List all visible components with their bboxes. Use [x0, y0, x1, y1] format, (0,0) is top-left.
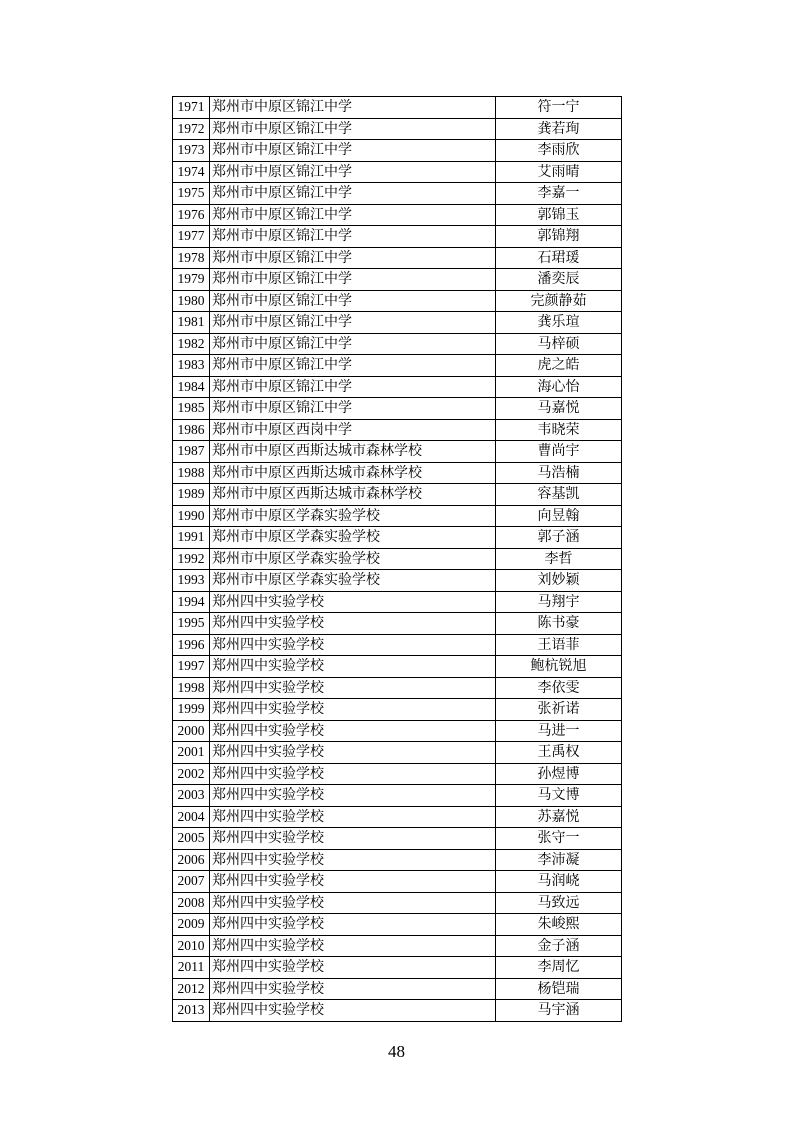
school-name: 郑州四中实验学校 — [210, 720, 496, 742]
row-number: 1979 — [173, 269, 210, 291]
school-name: 郑州市中原区锦江中学 — [210, 333, 496, 355]
row-number: 1974 — [173, 161, 210, 183]
table-row — [173, 742, 622, 764]
student-name: 李周忆 — [496, 957, 622, 979]
school-name: 郑州市中原区学森实验学校 — [210, 527, 496, 549]
student-name: 虎之皓 — [496, 355, 622, 377]
table-row — [173, 290, 622, 312]
school-name: 郑州四中实验学校 — [210, 699, 496, 721]
row-number: 1995 — [173, 613, 210, 635]
row-number: 1976 — [173, 204, 210, 226]
table-row — [173, 1000, 622, 1022]
student-name: 张祈诺 — [496, 699, 622, 721]
school-name: 郑州四中实验学校 — [210, 871, 496, 893]
row-number: 2009 — [173, 914, 210, 936]
school-name: 郑州市中原区锦江中学 — [210, 226, 496, 248]
table-row — [173, 333, 622, 355]
school-name: 郑州四中实验学校 — [210, 763, 496, 785]
row-number: 1994 — [173, 591, 210, 613]
school-name: 郑州市中原区锦江中学 — [210, 161, 496, 183]
student-name: 马浩楠 — [496, 462, 622, 484]
table-row — [173, 871, 622, 893]
row-number: 2002 — [173, 763, 210, 785]
student-name: 龚乐瑄 — [496, 312, 622, 334]
table-row — [173, 828, 622, 850]
table-row — [173, 441, 622, 463]
row-number: 1986 — [173, 419, 210, 441]
table-row — [173, 161, 622, 183]
row-number: 2006 — [173, 849, 210, 871]
student-name: 马进一 — [496, 720, 622, 742]
student-name: 艾雨晴 — [496, 161, 622, 183]
table-row — [173, 806, 622, 828]
row-number: 1988 — [173, 462, 210, 484]
table-row — [173, 140, 622, 162]
student-name: 郭锦玉 — [496, 204, 622, 226]
row-number: 2011 — [173, 957, 210, 979]
student-name: 马致远 — [496, 892, 622, 914]
school-name: 郑州市中原区西岗中学 — [210, 419, 496, 441]
school-name: 郑州四中实验学校 — [210, 613, 496, 635]
student-name: 容基凯 — [496, 484, 622, 506]
school-name: 郑州四中实验学校 — [210, 828, 496, 850]
student-name: 曹尚宇 — [496, 441, 622, 463]
row-number: 2013 — [173, 1000, 210, 1022]
row-number: 1991 — [173, 527, 210, 549]
table-row — [173, 484, 622, 506]
row-number: 1972 — [173, 118, 210, 140]
table-row — [173, 935, 622, 957]
school-name: 郑州市中原区学森实验学校 — [210, 570, 496, 592]
roster-body — [173, 97, 622, 1022]
school-name: 郑州市中原区锦江中学 — [210, 290, 496, 312]
school-name: 郑州市中原区西斯达城市森林学校 — [210, 484, 496, 506]
table-row — [173, 677, 622, 699]
student-name: 杨铠瑞 — [496, 978, 622, 1000]
student-name: 海心怡 — [496, 376, 622, 398]
table-row — [173, 247, 622, 269]
table-row — [173, 570, 622, 592]
table-row — [173, 763, 622, 785]
table-row — [173, 204, 622, 226]
row-number: 1983 — [173, 355, 210, 377]
row-number: 2003 — [173, 785, 210, 807]
table-row — [173, 849, 622, 871]
school-name: 郑州市中原区锦江中学 — [210, 355, 496, 377]
table-row — [173, 634, 622, 656]
row-number: 2010 — [173, 935, 210, 957]
student-name: 马宇涵 — [496, 1000, 622, 1022]
row-number: 2012 — [173, 978, 210, 1000]
student-name: 李雨欣 — [496, 140, 622, 162]
student-name: 李沛凝 — [496, 849, 622, 871]
row-number: 2001 — [173, 742, 210, 764]
student-name: 鲍杭锐旭 — [496, 656, 622, 678]
table-row — [173, 97, 622, 119]
table-row — [173, 462, 622, 484]
row-number: 2000 — [173, 720, 210, 742]
student-name: 朱峻熙 — [496, 914, 622, 936]
table-row — [173, 376, 622, 398]
row-number: 2007 — [173, 871, 210, 893]
table-row — [173, 527, 622, 549]
table-row — [173, 505, 622, 527]
student-name: 符一宁 — [496, 97, 622, 119]
school-name: 郑州市中原区锦江中学 — [210, 97, 496, 119]
student-name: 马翔宇 — [496, 591, 622, 613]
table-row — [173, 720, 622, 742]
school-name: 郑州市中原区锦江中学 — [210, 183, 496, 205]
table-row — [173, 269, 622, 291]
school-name: 郑州四中实验学校 — [210, 892, 496, 914]
row-number: 1971 — [173, 97, 210, 119]
school-name: 郑州市中原区学森实验学校 — [210, 548, 496, 570]
student-name: 李依雯 — [496, 677, 622, 699]
table-row — [173, 978, 622, 1000]
student-name: 向昱翰 — [496, 505, 622, 527]
row-number: 1998 — [173, 677, 210, 699]
table-row — [173, 183, 622, 205]
row-number: 1990 — [173, 505, 210, 527]
table-row — [173, 355, 622, 377]
row-number: 1973 — [173, 140, 210, 162]
student-name: 李嘉一 — [496, 183, 622, 205]
student-name: 孙煜博 — [496, 763, 622, 785]
table-row — [173, 699, 622, 721]
school-name: 郑州四中实验学校 — [210, 656, 496, 678]
row-number: 1985 — [173, 398, 210, 420]
row-number: 1984 — [173, 376, 210, 398]
row-number: 2005 — [173, 828, 210, 850]
table-row — [173, 548, 622, 570]
row-number: 1980 — [173, 290, 210, 312]
student-name: 完颜静茹 — [496, 290, 622, 312]
school-name: 郑州四中实验学校 — [210, 677, 496, 699]
school-name: 郑州市中原区锦江中学 — [210, 247, 496, 269]
roster-table — [172, 96, 622, 1022]
student-name: 马梓硕 — [496, 333, 622, 355]
row-number: 2004 — [173, 806, 210, 828]
school-name: 郑州四中实验学校 — [210, 806, 496, 828]
student-name: 陈书豪 — [496, 613, 622, 635]
school-name: 郑州四中实验学校 — [210, 591, 496, 613]
student-name: 龚若珣 — [496, 118, 622, 140]
school-name: 郑州四中实验学校 — [210, 935, 496, 957]
school-name: 郑州市中原区锦江中学 — [210, 376, 496, 398]
school-name: 郑州四中实验学校 — [210, 957, 496, 979]
school-name: 郑州四中实验学校 — [210, 742, 496, 764]
school-name: 郑州市中原区锦江中学 — [210, 398, 496, 420]
student-name: 石珺瑗 — [496, 247, 622, 269]
student-name: 马嘉悦 — [496, 398, 622, 420]
school-name: 郑州四中实验学校 — [210, 978, 496, 1000]
table-row — [173, 591, 622, 613]
student-name: 金子涵 — [496, 935, 622, 957]
table-row — [173, 419, 622, 441]
student-name: 张守一 — [496, 828, 622, 850]
school-name: 郑州市中原区锦江中学 — [210, 269, 496, 291]
table-row — [173, 914, 622, 936]
table-row — [173, 656, 622, 678]
school-name: 郑州市中原区西斯达城市森林学校 — [210, 441, 496, 463]
school-name: 郑州市中原区锦江中学 — [210, 204, 496, 226]
table-row — [173, 312, 622, 334]
row-number: 1992 — [173, 548, 210, 570]
table-row — [173, 226, 622, 248]
row-number: 1993 — [173, 570, 210, 592]
row-number: 1981 — [173, 312, 210, 334]
school-name: 郑州市中原区锦江中学 — [210, 312, 496, 334]
student-name: 李哲 — [496, 548, 622, 570]
row-number: 1978 — [173, 247, 210, 269]
row-number: 1997 — [173, 656, 210, 678]
school-name: 郑州四中实验学校 — [210, 634, 496, 656]
student-name: 苏嘉悦 — [496, 806, 622, 828]
page-number: 48 — [388, 1042, 405, 1061]
student-name: 马润峣 — [496, 871, 622, 893]
student-name: 王禹权 — [496, 742, 622, 764]
row-number: 1975 — [173, 183, 210, 205]
school-name: 郑州四中实验学校 — [210, 1000, 496, 1022]
school-name: 郑州四中实验学校 — [210, 914, 496, 936]
school-name: 郑州四中实验学校 — [210, 849, 496, 871]
student-name: 王语菲 — [496, 634, 622, 656]
student-name: 郭子涵 — [496, 527, 622, 549]
row-number: 1989 — [173, 484, 210, 506]
row-number: 1982 — [173, 333, 210, 355]
table-row — [173, 957, 622, 979]
table-row — [173, 118, 622, 140]
student-name: 潘奕辰 — [496, 269, 622, 291]
student-name: 马文博 — [496, 785, 622, 807]
school-name: 郑州市中原区锦江中学 — [210, 140, 496, 162]
table-row — [173, 613, 622, 635]
school-name: 郑州市中原区西斯达城市森林学校 — [210, 462, 496, 484]
school-name: 郑州市中原区锦江中学 — [210, 118, 496, 140]
table-row — [173, 892, 622, 914]
row-number: 1999 — [173, 699, 210, 721]
row-number: 1996 — [173, 634, 210, 656]
row-number: 1977 — [173, 226, 210, 248]
table-row — [173, 398, 622, 420]
row-number: 1987 — [173, 441, 210, 463]
row-number: 2008 — [173, 892, 210, 914]
school-name: 郑州四中实验学校 — [210, 785, 496, 807]
student-name: 郭锦翔 — [496, 226, 622, 248]
school-name: 郑州市中原区学森实验学校 — [210, 505, 496, 527]
student-name: 韦晓荣 — [496, 419, 622, 441]
table-row — [173, 785, 622, 807]
student-name: 刘妙颖 — [496, 570, 622, 592]
